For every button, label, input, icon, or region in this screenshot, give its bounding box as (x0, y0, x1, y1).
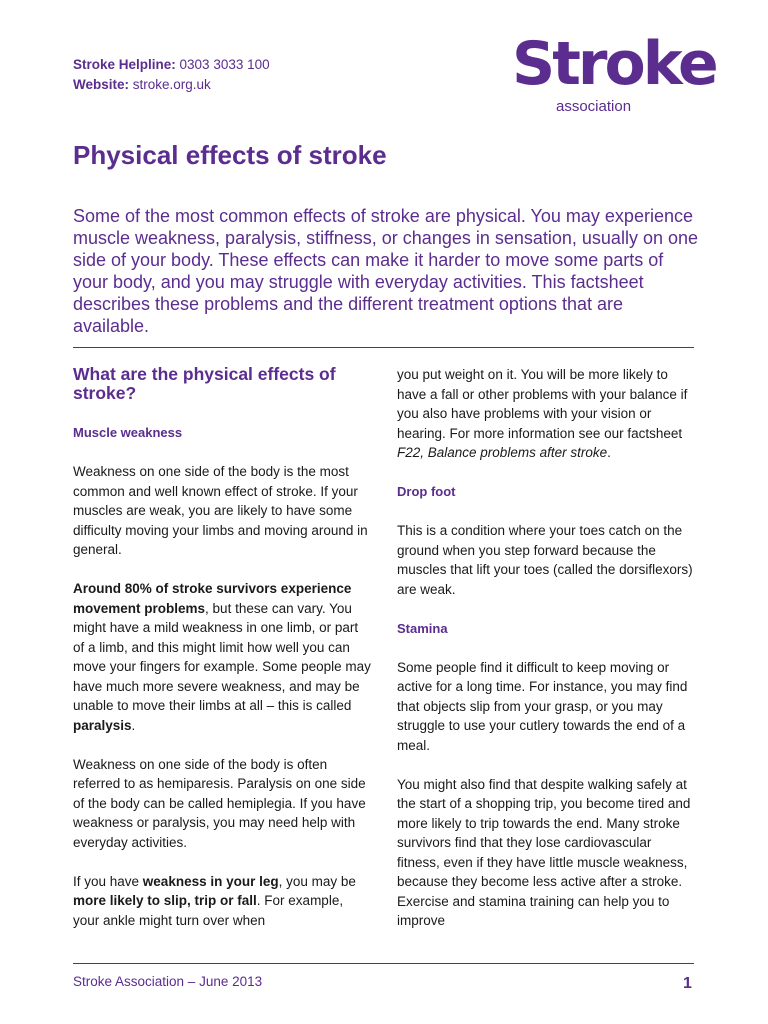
paragraph-hemiparesis: Weakness on one side of the body is often referred to as hemiparesis. Paralysis on one side of the body can be called hemiplegia. If you have weakness or paralysis, you may need help with everyday activities. (73, 756, 366, 850)
bold-paralysis: paralysis (73, 717, 132, 733)
divider-bottom (73, 963, 694, 964)
paragraph-weakness-intro: Weakness on one side of the body is the most common and well known effect of stroke. If your muscles are weak, you are likely to have some difficulty moving your limbs and moving around in general. (73, 464, 368, 557)
subheading-stamina: Stamina (397, 620, 448, 636)
paragraph-fitness: You might also find that despite walking safely at the start of a shopping trip, you become tired and more likely to trip towards the end. Many stroke survivors find that they lose cardiovascular fitness, even if they have little muscle weakness, because they become less active after a stroke. Exercise and stamina training can help you to improve (397, 776, 691, 928)
subheading-drop-foot: Drop foot (397, 484, 456, 499)
paragraph-drop-foot: This is a condition where your toes catch on the ground when you step forward because the muscles that lift your toes (called the dorsiflexors) are weak. (397, 523, 693, 597)
subheading-muscle-weakness: Muscle weakness (73, 425, 183, 440)
bold-leg-weakness: weakness in your leg (142, 873, 279, 889)
text-span: . (131, 717, 136, 733)
text-span: , but these can vary. You might have a mild weakness in one limb, or part of a limb, and this might limit how well you can move your fingers for example. Some people may have much more severe weakness, and may be unable to move their limbs at all – this is called (73, 600, 371, 713)
logo-wordmark: Stroke (512, 29, 716, 99)
contact-block (73, 55, 270, 94)
helpline-label: Stroke Helpline: (73, 57, 176, 72)
logo-subtitle: association (556, 98, 632, 115)
section-heading: What are the physical effects of stroke? (73, 364, 336, 403)
paragraph-movement-problems (73, 579, 373, 735)
text-span: you put weight on it. You will be more likely to have a fall or other problems with your balance if you also have problems with your vision or hearing. For more information see our factsheet (397, 367, 688, 441)
page-number: 1 (683, 975, 692, 992)
left-column (73, 365, 373, 950)
paragraph-stamina: Some people find it difficult to keep moving or active for a long time. For instance, you may find that objects slip from your grasp, or you may struggle to use your cutlery towards the end of a meal. (397, 659, 688, 753)
divider-top (73, 347, 694, 348)
text-span: , you may be (278, 873, 356, 889)
intro-paragraph: Some of the most common effects of stroke are physical. You may experience muscle weakness, paralysis, stiffness, or changes in sensation, usually on one side of your body. These effects can make it harder to move some parts of your body, and you may struggle with everyday activities. This factsheet describes these problems and the different treatment options that are available. (73, 206, 698, 336)
website-link[interactable]: stroke.org.uk (129, 76, 211, 92)
website-label: Website: (73, 76, 130, 92)
paragraph-balance (397, 365, 697, 463)
helpline-line (73, 55, 270, 75)
website-line (73, 75, 270, 95)
paragraph-leg-weakness (73, 872, 373, 931)
right-column (397, 365, 697, 950)
bold-slip-trip-fall: more likely to slip, trip or fall (73, 893, 257, 908)
factsheet-reference: F22, Balance problems after stroke (397, 445, 608, 460)
helpline-number[interactable]: 0303 3033 100 (175, 57, 270, 72)
page-title: Physical effects of stroke (73, 140, 387, 170)
text-span: . (607, 445, 611, 460)
stroke-association-logo (510, 29, 716, 120)
text-span: If you have (73, 873, 143, 889)
bold-movement-stat: Around 80% of stroke survivors experience movement problems (73, 581, 352, 616)
text-span: . For example, your ankle might turn over when (73, 893, 344, 928)
footer-text: Stroke Association – June 2013 (73, 974, 263, 989)
